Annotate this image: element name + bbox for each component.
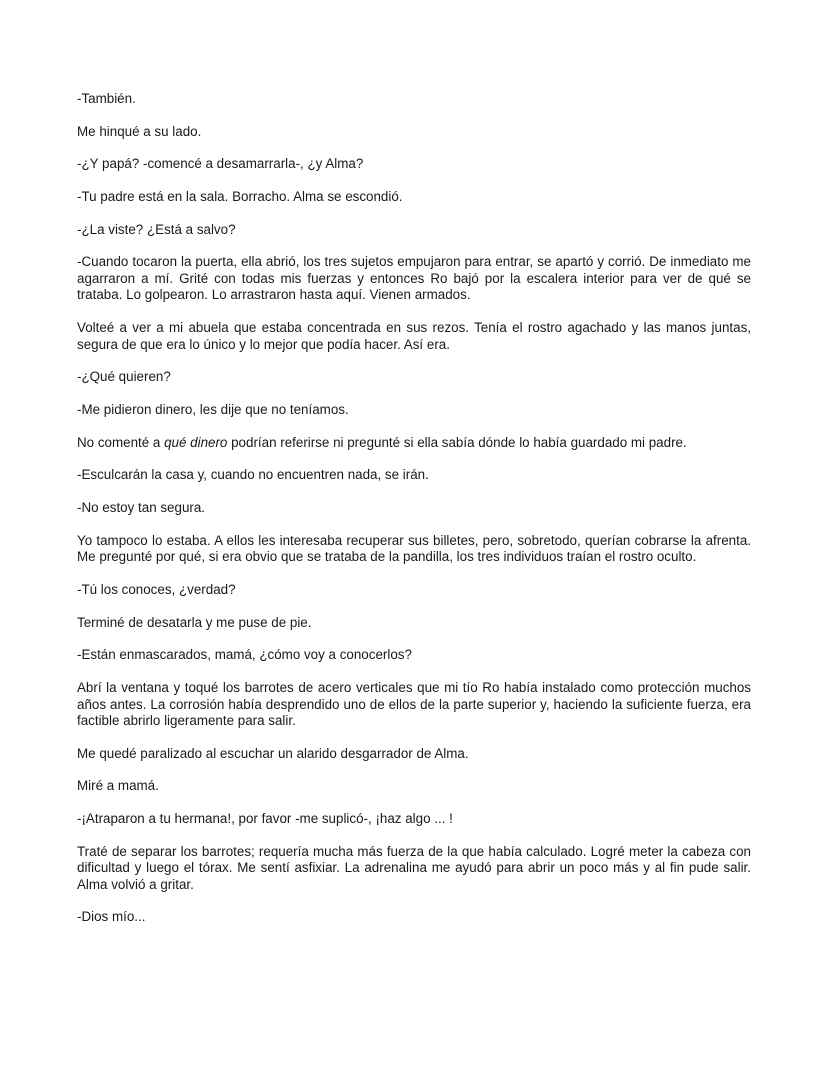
paragraph: Abrí la ventana y toqué los barrotes de acero verticales que mi tío Ro había instalado como protección muchos años antes. La corrosión había desprendido uno de ellos de la parte superior y, haciendo la suficiente fuerza, era factible abrirlo ligeramente para salir. [77, 680, 751, 728]
paragraph: -Me pidieron dinero, les dije que no teníamos. [77, 402, 349, 417]
paragraph: -Están enmascarados, mamá, ¿cómo voy a conocerlos? [77, 647, 412, 663]
paragraph: Traté de separar los barrotes; requería mucha más fuerza de la que había calculado. Logré meter la cabeza con dificultad y luego el tórax. Me sentí asfixiar. La adrenalina me ayudó para abrir un poco más y al fin pude salir. Alma volvió a gritar. [77, 843, 751, 892]
paragraph: Me quedé paralizado al escuchar un alarido desgarrador de Alma. [77, 745, 469, 761]
paragraph: -¿Qué quieren? [77, 369, 171, 385]
paragraph: -No estoy tan segura. [77, 500, 206, 516]
paragraph: -¿La viste? ¿Está a salvo? [77, 221, 236, 237]
paragraph: Terminé de desatarla y me puse de pie. [77, 614, 312, 630]
paragraph: -¡Atraparon a tu hermana!, por favor -me suplicó-, ¡haz algo ... ! [77, 811, 453, 827]
document-body [77, 91, 751, 942]
paragraph [77, 435, 751, 452]
paragraph: Yo tampoco lo estaba. A ellos les interesaba recuperar sus billetes, pero, sobretodo, querían cobrarse la afrenta. Me pregunté por qué, si era obvio que se trataba de la pandilla, los tres individuos traían el rostro oculto. [77, 532, 751, 565]
paragraph: -¿Y papá? -comencé a desamarrarla-, ¿y Alma? [77, 156, 364, 172]
paragraph: -Dios mío... [77, 909, 146, 925]
paragraph-segment: podrían referirse ni pregunté si ella sabía dónde lo había guardado mi padre. [227, 434, 687, 450]
paragraph: -Cuando tocaron la puerta, ella abrió, los tres sujetos empujaron para entrar, se apartó y corrió. De inmediato me agarraron a mí. Grité con todas mis fuerzas y entonces Ro bajó por la escalera interior para ver de qué se trataba. Lo golpearon. Lo arrastraron hasta aquí. Vienen armados. [77, 254, 751, 303]
paragraph: Me hinqué a su lado. [77, 123, 202, 139]
paragraph: Volteé a ver a mi abuela que estaba concentrada en sus rezos. Tenía el rostro agachado y las manos juntas, segura de que era lo único y lo mejor que podía hacer. Así era. [77, 320, 751, 352]
paragraph: -Tú los conoces, ¿verdad? [77, 581, 236, 597]
paragraph: Miré a mamá. [77, 778, 159, 794]
paragraph: -Esculcarán la casa y, cuando no encuentren nada, se irán. [77, 467, 429, 483]
paragraph: -También. [77, 91, 136, 106]
paragraph-italic-segment: qué dinero [164, 434, 228, 450]
paragraph-segment: No comenté a [77, 434, 165, 450]
paragraph: -Tu padre está en la sala. Borracho. Alma se escondió. [77, 189, 403, 205]
